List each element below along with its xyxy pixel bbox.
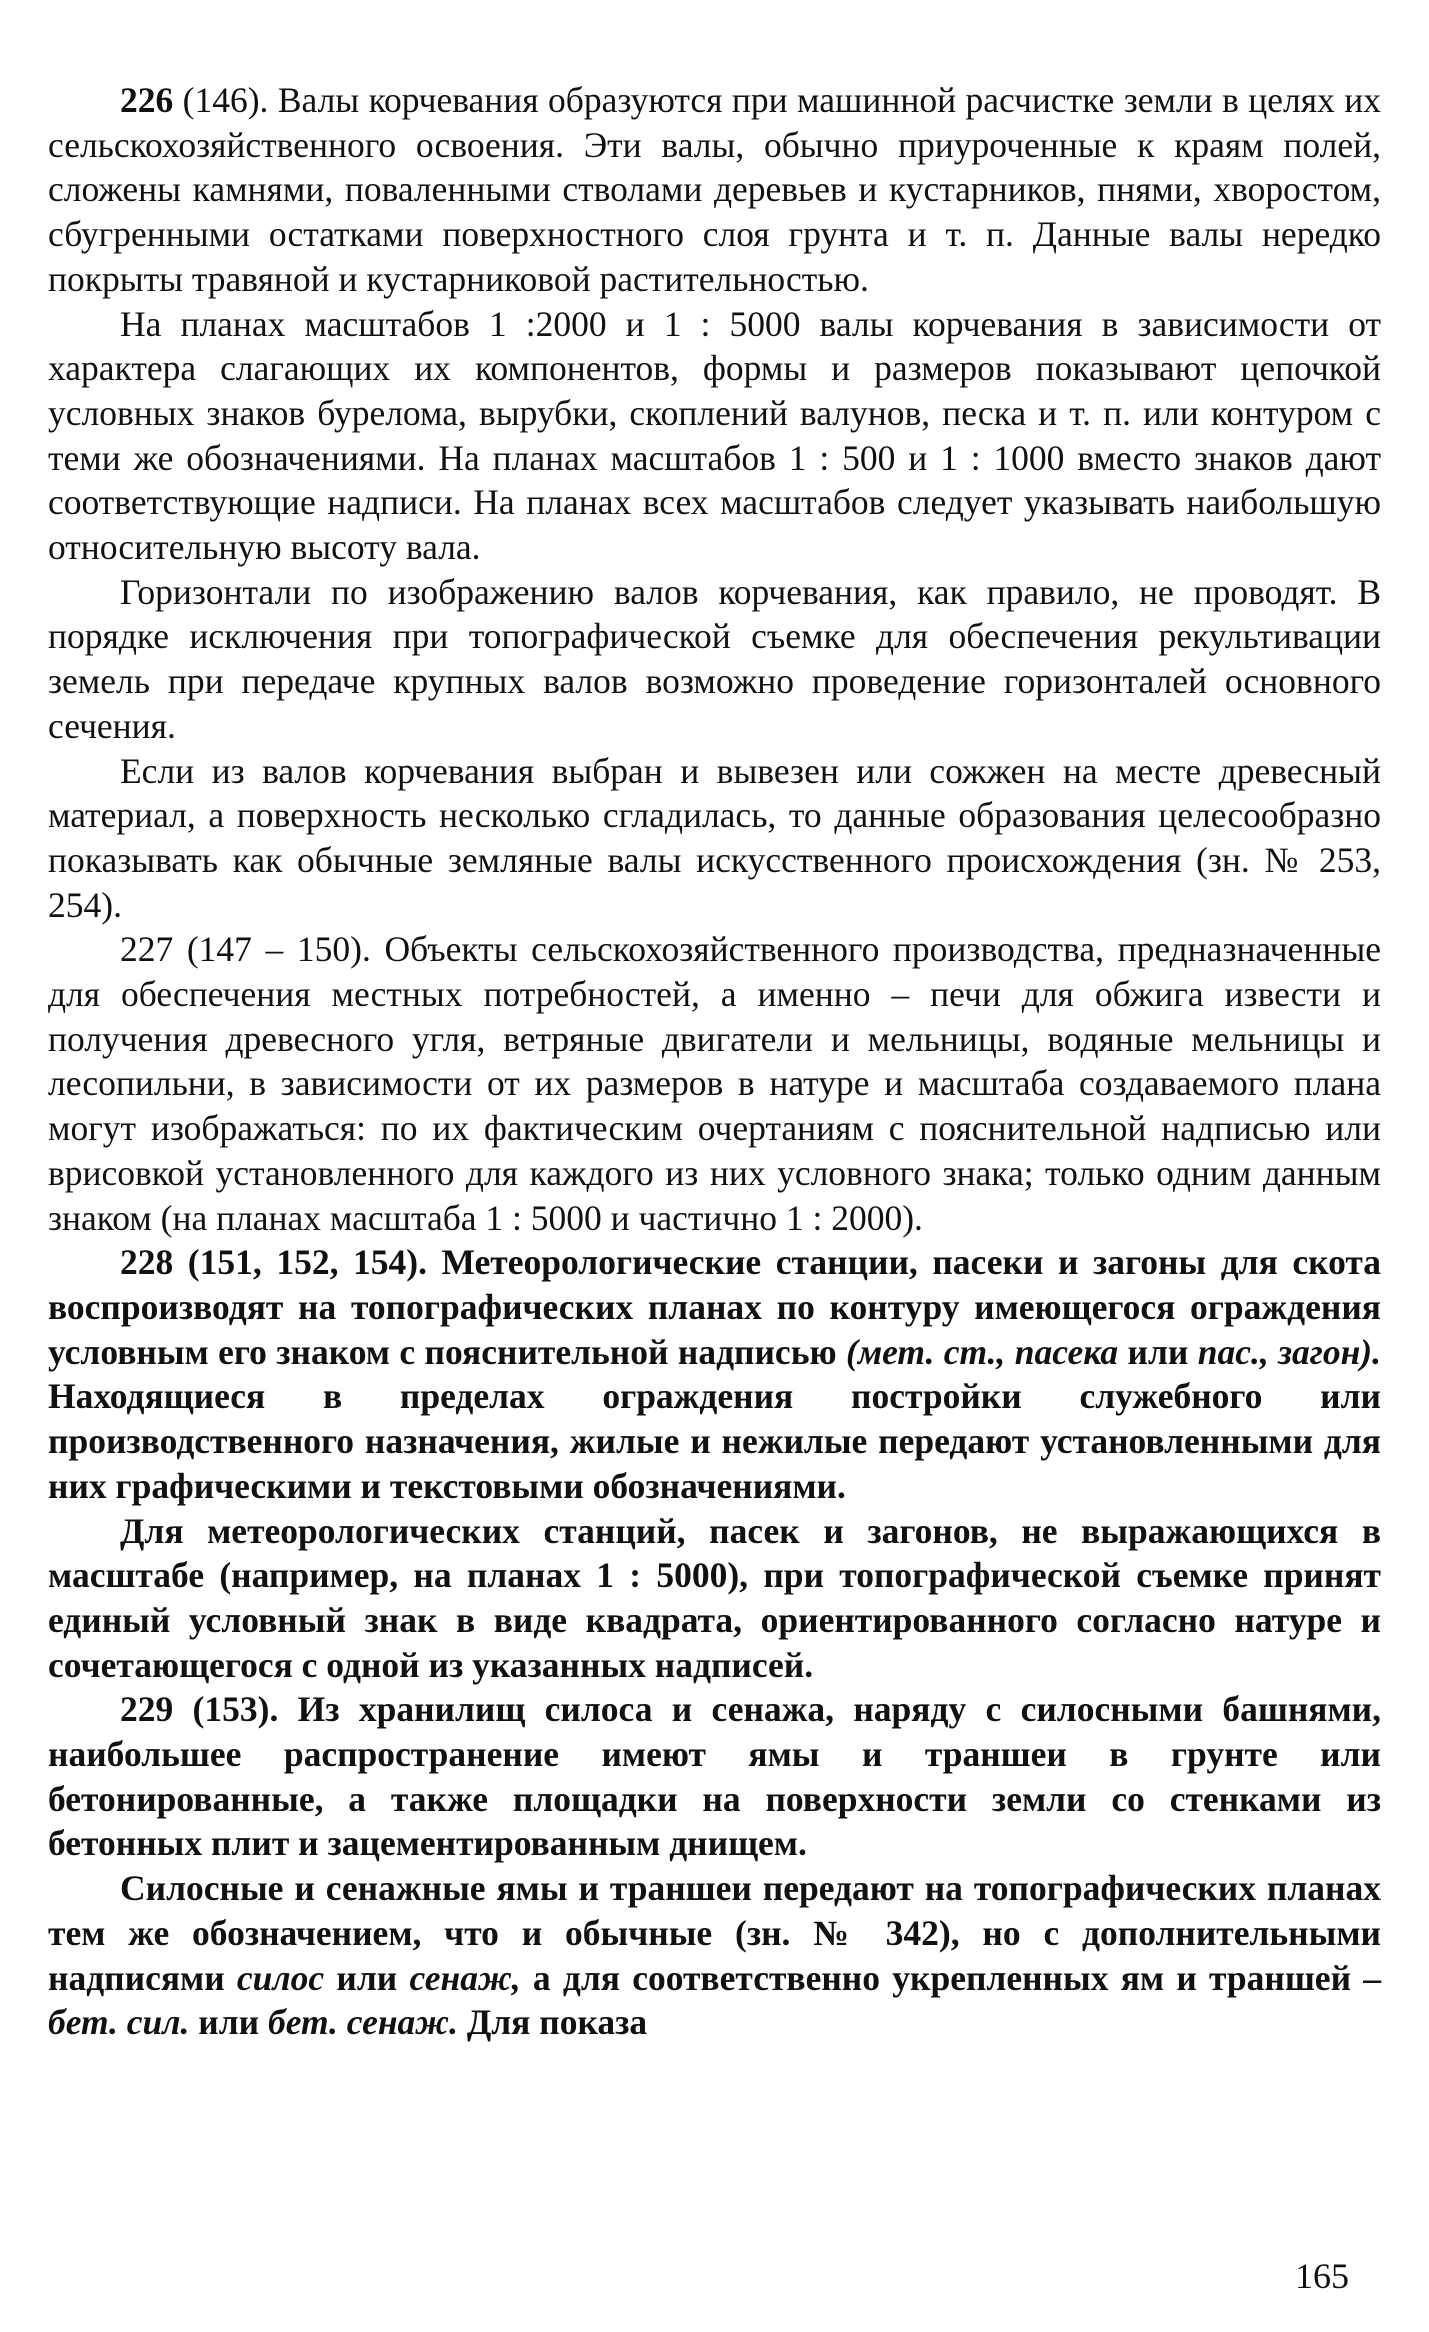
paragraph-text: Если из валов корчевания выбран и вывезен или сожжен на месте древесный материал, а поверхность несколько сгладилась, то данные образования целесообразно показывать как обычные земляные валы искусственного происхождения (зн. № 253, 254). — [48, 750, 1381, 925]
paragraph-229 — [48, 1687, 1381, 1866]
paragraph-text: (146). Валы корчевания образуются при машинной расчистке земли в целях их сельскохозяйственного освоения. Эти валы, обычно приуроченные к краям полей, сложены камнями, поваленными стволами деревьев и кустарников, пнями, хворостом, сбугренными остатками поверхностного слоя грунта и т. п. Данные валы нередко покрыты травяной и кустарниковой растительностью. — [48, 80, 1381, 299]
paragraph-226-burned — [48, 749, 1381, 928]
italic-label: бет. сил. — [48, 2002, 190, 2043]
paragraph-text: Для метеорологических станций, пасек и загонов, не выражающихся в масштабе (например, на планах 1 : 5000), при топографической съемке принят единый условный знак в виде квадрата, ориентированного согласно натуре и сочетающегося с одной из указанных надписей. — [48, 1510, 1381, 1685]
paragraph-text: или — [1118, 1331, 1198, 1372]
paragraph-text: (151, 152, 154). Метеорологические станции, пасеки и загоны для скота воспроизводят на топографических планах по контуру имеющегося ограждения условным его знаком с пояснительной надписью — [48, 1242, 1381, 1372]
paragraph-text: 227 (147 – 150). Объекты сельскохозяйственного производства, предназначенные для обеспечения местных потребностей, а именно – печи для обжига извести и получения древесного угля, ветряные двигатели и мельницы, водяные мельницы и лесопильни, в зависимости от их размеров в натуре и масштаба создаваемого плана могут изображаться: по их фактическим очертаниям с пояснительной надписью или врисовкой установленного для каждого из них условного знака; только одним данным знаком (на планах масштаба 1 : 5000 и частично 1 : 2000). — [48, 929, 1381, 1238]
italic-label: сенаж, — [409, 1957, 521, 1998]
paragraph-text: Горизонтали по изображению валов корчевания, как правило, не проводят. В порядке исключения при топографической съемке для обеспечения рекультивации земель при передаче крупных валов возможно проведение горизонталей основного сечения. — [48, 571, 1381, 746]
paragraph-229-pits — [48, 1866, 1381, 2045]
italic-label: силос — [236, 1957, 325, 1998]
paragraph-228-symbols — [48, 1509, 1381, 1688]
section-number: 226 — [120, 80, 174, 120]
paragraph-text: Для показа — [457, 2002, 648, 2043]
italic-label: бет. сенаж. — [267, 2002, 458, 2043]
italic-label: пас., загон). — [1197, 1331, 1381, 1372]
paragraph-text: Силосные и сенажные ямы и траншеи передают на топографических планах тем же обозначением, что и обычные (зн. № 342), но с дополнительными надписями — [48, 1868, 1381, 1998]
paragraph-text: На планах масштабов 1 :2000 и 1 : 5000 валы корчевания в зависимости от характера слагающих их компонентов, формы и размеров показывают цепочкой условных знаков бурелома, вырубки, скоплений валунов, песка и т. п. или контуром с теми же обозначениями. На планах масштабов 1 : 500 и 1 : 1000 вместо знаков дают соответствующие надписи. На планах всех масштабов следует указывать наибольшую относительную высоту вала. — [48, 303, 1381, 568]
italic-label: (мет. ст., пасека — [846, 1331, 1119, 1372]
paragraph-226-contours — [48, 570, 1381, 749]
paragraph-text: (153). Из хранилищ силоса и сенажа, наряду с силосными башнями, наибольшее распространение имеют ямы и траншеи в грунте или бетонированные, а также площадки на поверхности земли со стенками из бетонных плит и зацементированным днищем. — [48, 1689, 1381, 1864]
paragraph-228 — [48, 1240, 1381, 1508]
paragraph-text: или — [324, 1957, 410, 1998]
page-number: 165 — [1295, 2256, 1349, 2296]
section-number: 229 — [120, 1689, 174, 1730]
paragraph-227 — [48, 927, 1381, 1240]
paragraph-text: или — [189, 2002, 268, 2043]
paragraph-text: а для соответственно укрепленных ям и траншей – — [520, 1957, 1382, 1998]
section-number: 228 — [120, 1242, 174, 1283]
paragraph-226-scales — [48, 302, 1381, 570]
paragraph-text: Находящиеся в пределах ограждения постройки служебного или производственного назначения, жилые и нежилые передают установленными для них графическими и текстовыми обозначениями. — [48, 1376, 1381, 1506]
paragraph-226 — [48, 78, 1381, 302]
